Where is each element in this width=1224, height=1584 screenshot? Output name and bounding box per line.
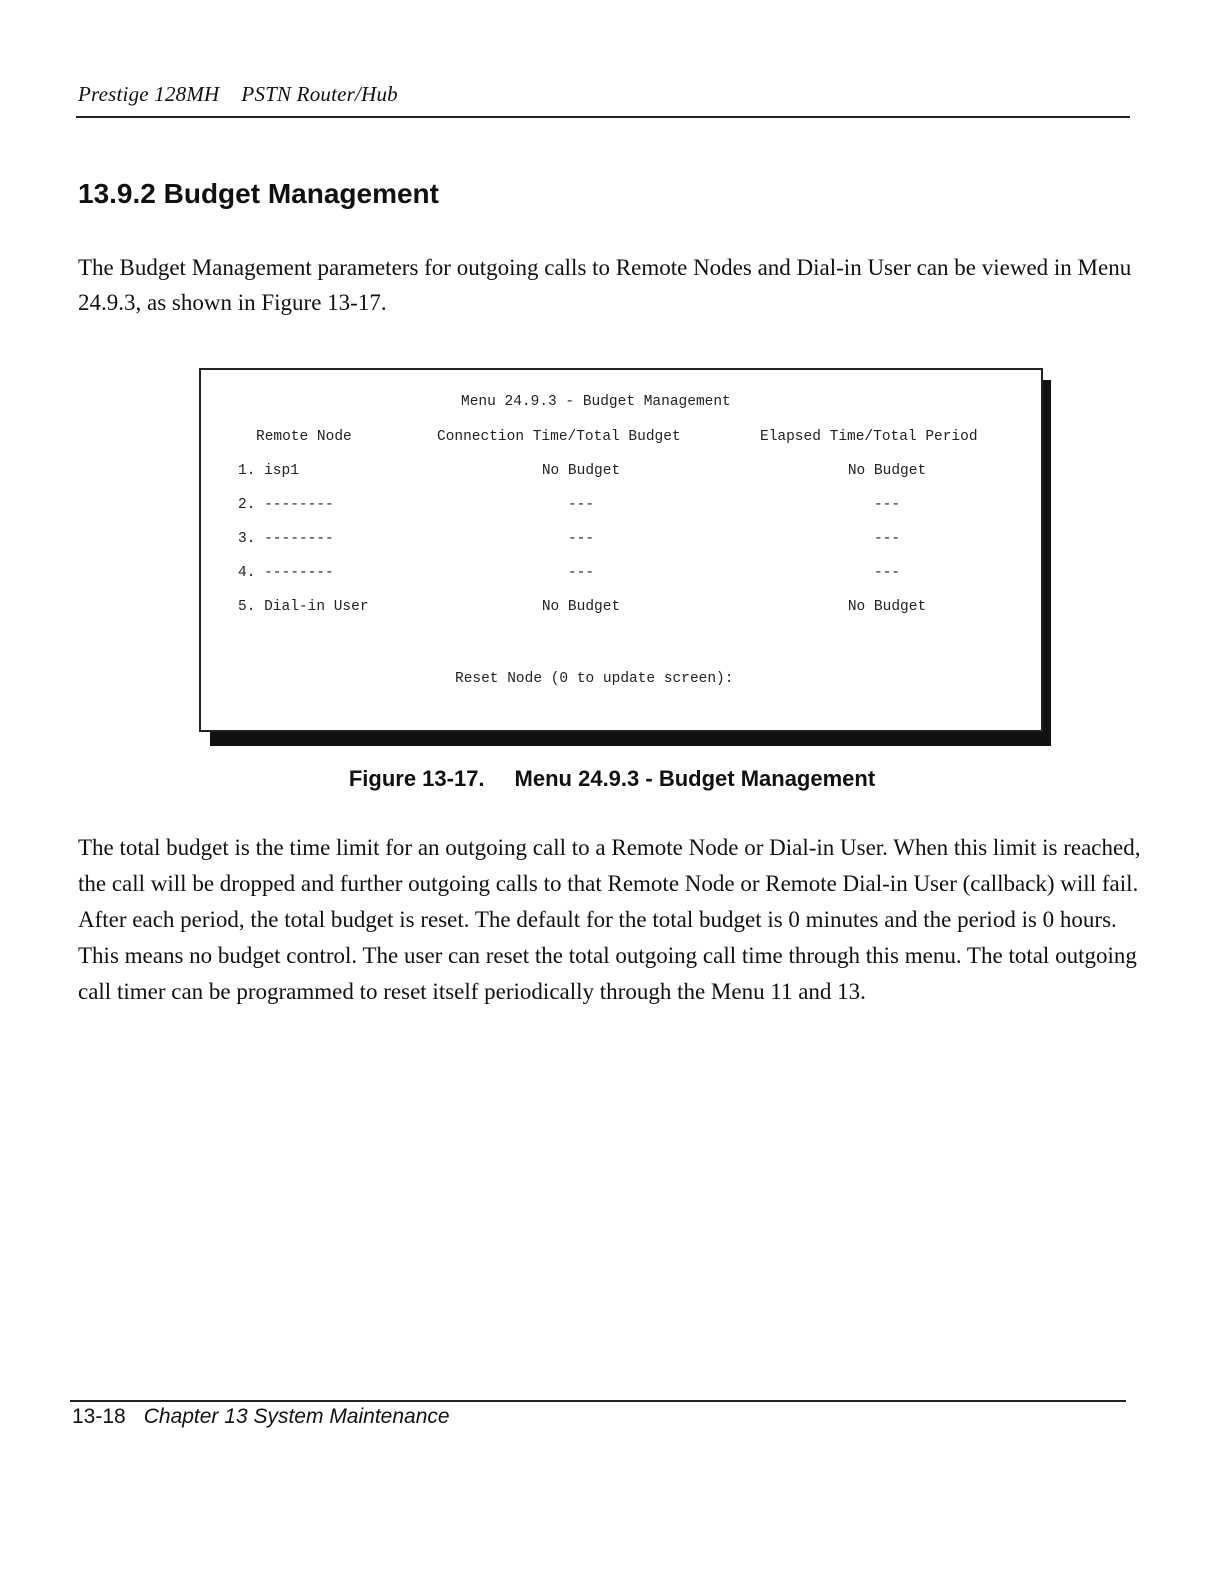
row-elapsed: --- xyxy=(873,531,901,547)
row-elapsed: No Budget xyxy=(847,599,927,615)
row-node: 1. isp1 xyxy=(238,463,299,479)
header-subtitle: PSTN Router/Hub xyxy=(241,82,398,106)
figure-caption xyxy=(0,766,1224,792)
terminal-screen xyxy=(199,368,1043,732)
row-connection: No Budget xyxy=(541,599,621,615)
row-connection: --- xyxy=(567,531,595,547)
row-connection: --- xyxy=(567,565,595,581)
terminal-shadow-bottom xyxy=(210,732,1051,746)
column-connection: Connection Time/Total Budget xyxy=(437,429,681,445)
reset-node-prompt[interactable]: Reset Node (0 to update screen): xyxy=(455,671,734,687)
row-node: 5. Dial-in User xyxy=(238,599,369,615)
row-node: 4. -------- xyxy=(238,565,334,581)
header-rule xyxy=(76,116,1130,118)
figure-number: Figure 13-17. xyxy=(348,766,485,791)
row-elapsed: --- xyxy=(873,497,901,513)
figure-title: Menu 24.9.3 - Budget Management xyxy=(514,766,876,791)
menu-title: Menu 24.9.3 - Budget Management xyxy=(461,394,731,410)
row-elapsed: No Budget xyxy=(847,463,927,479)
chapter-title: System Maintenance xyxy=(253,1405,450,1428)
body-paragraph: The total budget is the time limit for an outgoing call to a Remote Node or Dial-in User. When this limit is reached, the call will be dropped and further outgoing calls to that Remote Node or Remote Dial-in User (callback) will fail. After each period, the total budget is reset. The default for the total budget is 0 minutes and the period is 0 hours. This means no budget control. The user can reset the total outgoing call time through this menu. The total outgoing call timer can be programmed to reset itself periodically through the Menu 11 and 13. xyxy=(78,835,1141,1004)
row-connection: No Budget xyxy=(541,463,621,479)
intro-paragraph: The Budget Management parameters for outgoing calls to Remote Nodes and Dial-in User can be viewed in Menu 24.9.3, as shown in Figure 13-17. xyxy=(78,255,1132,315)
page-footer xyxy=(72,1405,450,1429)
header-product: Prestige 128MH xyxy=(78,82,220,106)
column-remote-node: Remote Node xyxy=(256,429,352,445)
section-heading: 13.9.2 Budget Management xyxy=(78,178,439,209)
row-connection: --- xyxy=(567,497,595,513)
row-node: 3. -------- xyxy=(238,531,334,547)
column-elapsed: Elapsed Time/Total Period xyxy=(760,429,978,445)
chapter-label: Chapter 13 xyxy=(143,1405,248,1428)
row-elapsed: --- xyxy=(873,565,901,581)
footer-rule xyxy=(70,1400,1126,1402)
row-node: 2. -------- xyxy=(238,497,334,513)
page-number: 13-18 xyxy=(72,1405,126,1428)
running-header xyxy=(78,82,398,107)
